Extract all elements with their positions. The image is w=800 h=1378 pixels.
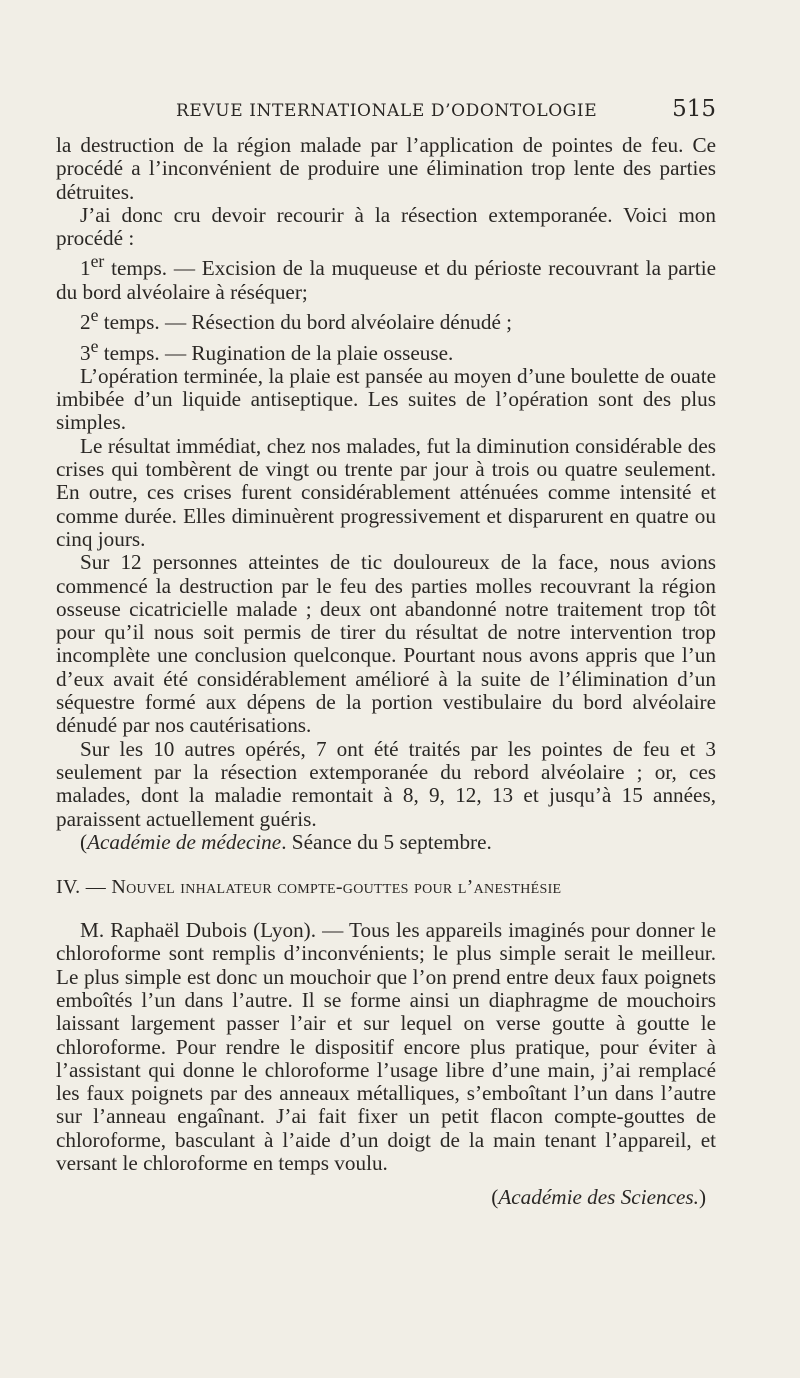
paragraph: J’ai donc cru devoir recourir à la résection extemporanée. Voici mon procédé :	[56, 202, 716, 251]
source-citation: (Académie de médecine. Séance du 5 septembre.	[80, 829, 492, 854]
paragraph: Sur 12 personnes atteintes de tic douloureux de la face, nous avions commencé la destruction par le feu des parties molles recouvrant la région osseuse cicatricielle malade ; deux ont abandonné notre traitement trop tôt pour qu’il nous soit permis de tirer du résultat de notre intervention trop incomplète une conclusion quelconque. Pourtant nous avons appris que l’un d’eux avait été considérablement amélioré à la suite de l’élimination d’un séquestre formé aux dépens de la portion vestibulaire du bord alvéolaire dénudé par nos cautérisations.	[56, 550, 716, 738]
step-text: temps. — Excision de la muqueuse et du périoste recouvrant la partie du bord alvéolaire à réséquer;	[56, 256, 716, 304]
step-text: temps. — Résection du bord alvéolaire dénudé ;	[98, 310, 513, 335]
procedure-step-1	[56, 250, 716, 304]
running-title: REVUE INTERNATIONALE D’ODONTOLOGIE	[176, 101, 598, 121]
step-superscript: er	[90, 251, 105, 272]
citation-name: Académie de médecine	[87, 829, 282, 854]
procedure-step-3	[56, 335, 716, 365]
paragraph: L’opération terminée, la plaie est pansée au moyen d’une boulette de ouate imbibée d’un liquide antiseptique. Les suites de l’opération sont des plus simples.	[56, 363, 716, 435]
step-number: 1	[80, 256, 91, 281]
section-title: Nouvel inhalateur compte-gouttes pour l’anesthésie	[111, 876, 562, 899]
page-number: 515	[672, 96, 716, 122]
body-text-part1	[56, 134, 716, 854]
procedure-step-2	[56, 304, 716, 334]
paragraph: Le résultat immédiat, chez nos malades, fut la diminution considérable des crises qui tombèrent de vingt ou trente par jour à trois ou quatre seulement. En outre, ces crises furent considérablement atténuées comme intensité et comme durée. Elles diminuèrent progressivement et disparurent en quatre ou cinq jours.	[56, 433, 716, 551]
step-superscript: e	[90, 305, 99, 326]
step-number: 2	[80, 310, 91, 335]
step-superscript: e	[90, 335, 99, 356]
step-number: 3	[80, 340, 91, 365]
paragraph: Sur les 10 autres opérés, 7 ont été traités par les pointes de feu et 3 seulement par la résection extemporanée du rebord alvéolaire ; or, ces malades, dont la maladie remontait à 8, 9, 12, 13 et jusqu’à 15 années, paraissent actuellement guéris.	[56, 736, 716, 831]
paragraph: la destruction de la région malade par l’application de pointes de feu. Ce procédé a l’inconvénient de produire une élimination trop lente des parties détruites.	[56, 133, 716, 204]
step-text: temps. — Rugination de la plaie osseuse.	[98, 340, 454, 365]
section-number: IV. —	[56, 876, 112, 899]
body-text-part2	[56, 919, 716, 1175]
paragraph: M. Raphaël Dubois (Lyon). — Tous les appareils imaginés pour donner le chloroforme sont remplis d’inconvénients; le plus simple serait le meilleur. Le plus simple est donc un mouchoir que l’on prend entre deux faux poignets emboîtés l’un dans l’autre. Il se forme ainsi un diaphragme de mouchoirs laissant largement passer l’air et sur lequel on verse goutte à goutte le chloroforme. Pour rendre le dispositif encore plus pratique, pour éviter à l’assistant qui donne le chloroforme l’usage libre d’une main, j’ai remplacé les faux poignets par des anneaux métalliques, s’emboîtant l’un dans l’autre sur l’anneau engaînant. J’ai fait fixer un petit flacon compte-gouttes de chloroforme, basculant à l’aide d’un doigt de la main tenant l’appareil, et versant le chloroforme en temps voulu.	[56, 918, 716, 1176]
running-head	[56, 96, 716, 122]
source-citation-2: (Académie des Sciences.)	[491, 1185, 706, 1210]
citation-name: Académie des Sciences.	[498, 1185, 699, 1210]
section-heading	[56, 876, 716, 899]
